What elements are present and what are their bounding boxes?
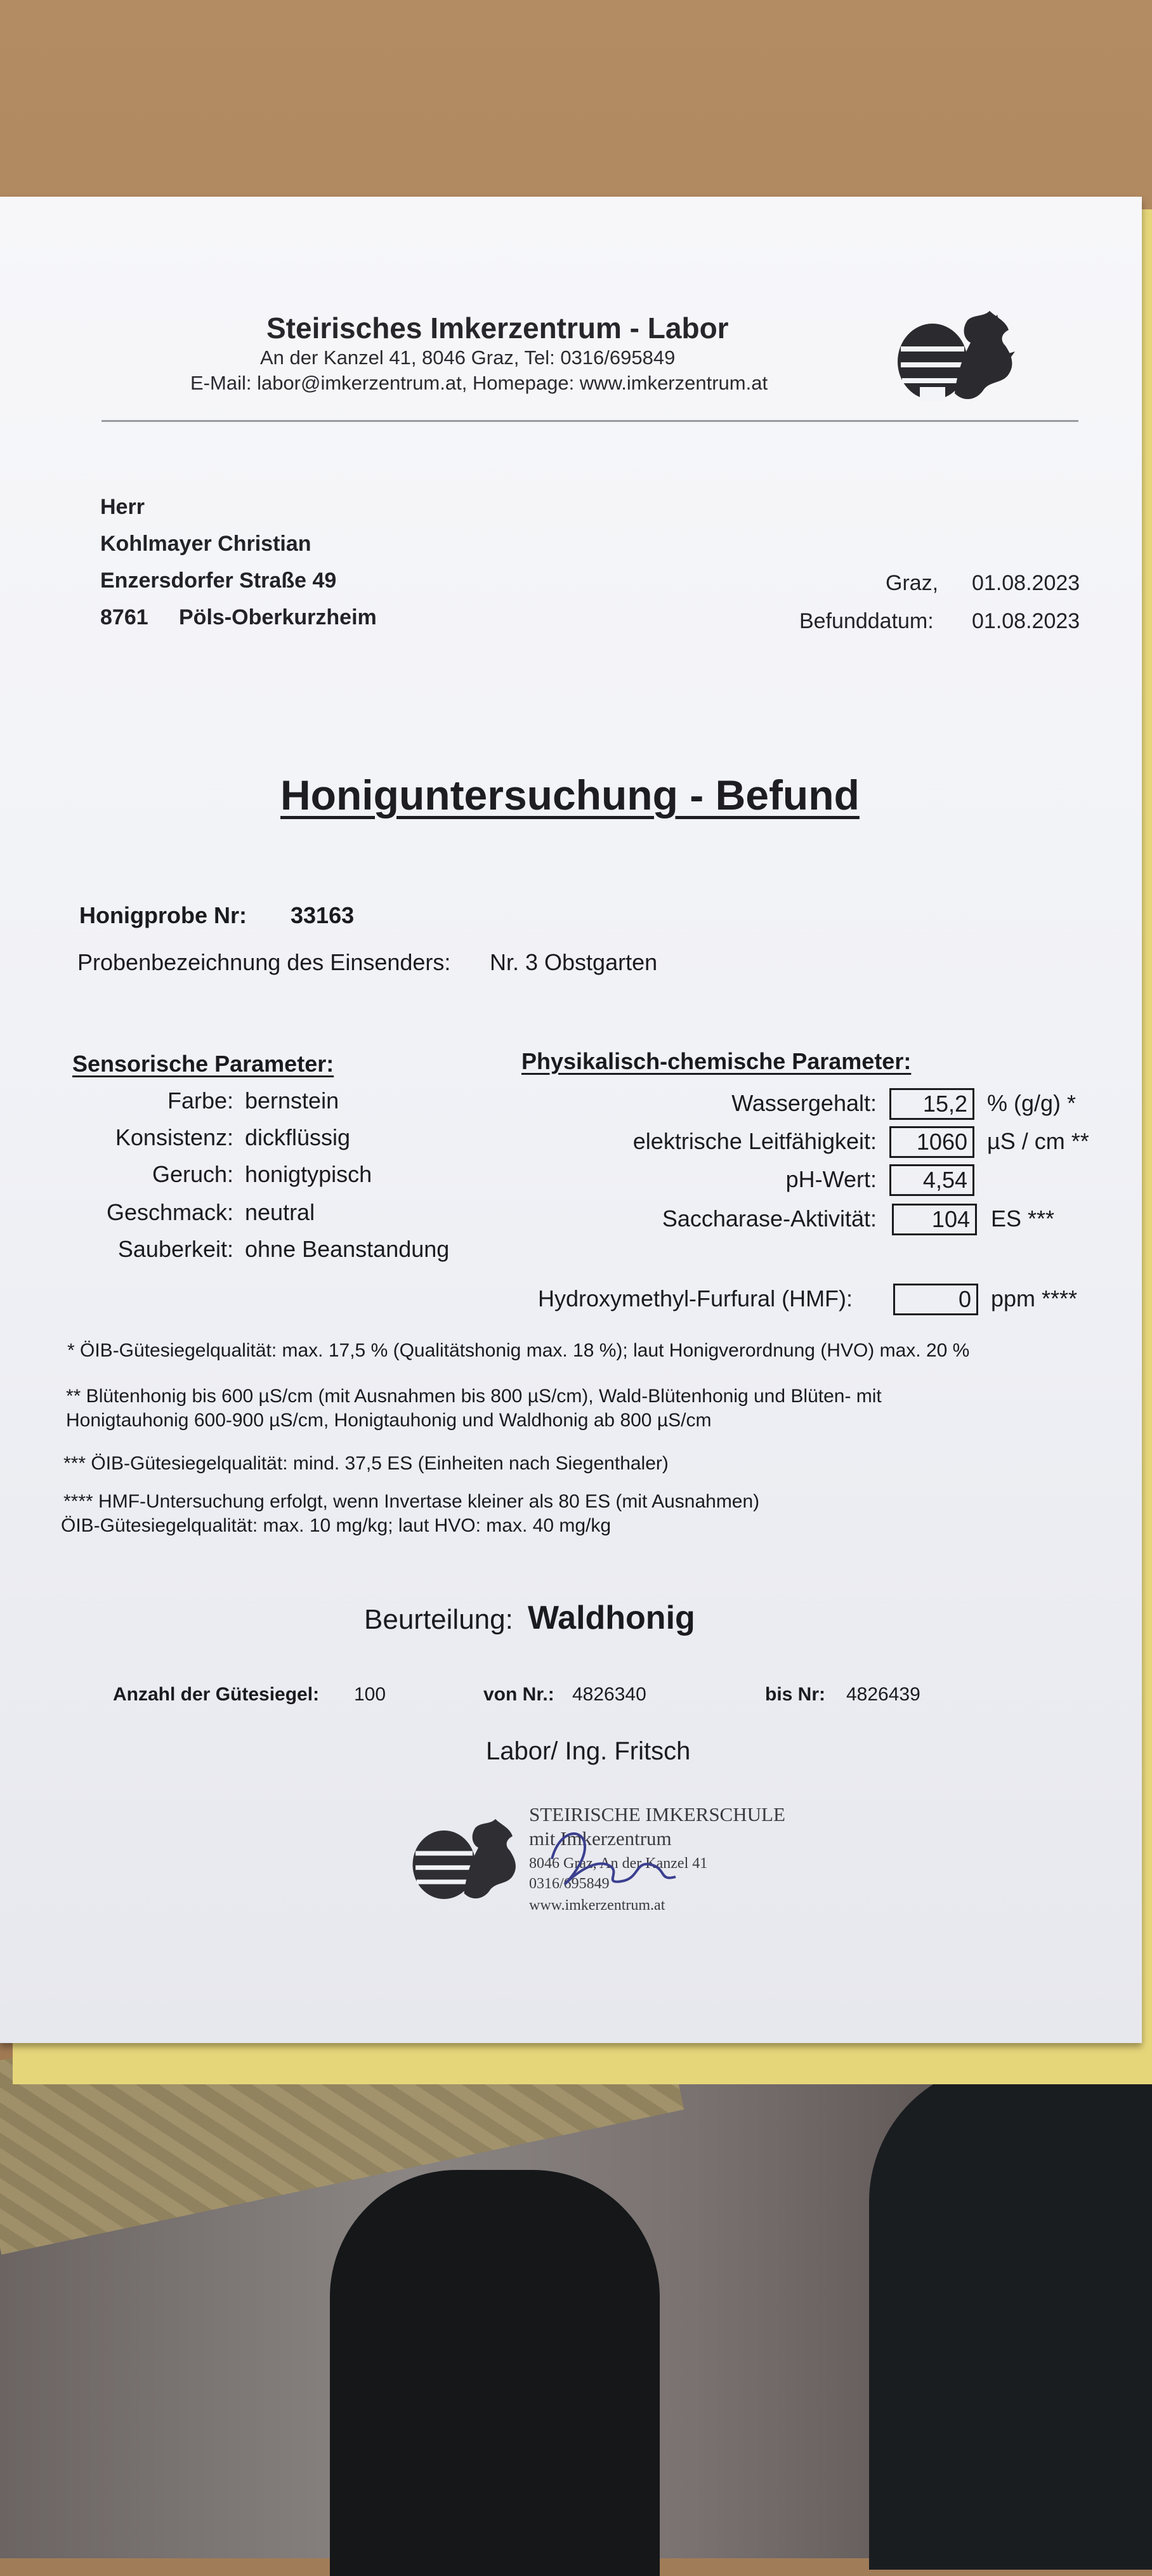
- physchem-label-water: Wassergehalt:: [731, 1090, 877, 1116]
- sensory-label-cleanliness: Sauberkeit:: [117, 1236, 233, 1262]
- sensory-value-cleanliness: ohne Beanstandung: [245, 1236, 450, 1262]
- hmf-label: Hydroxymethyl-Furfural (HMF):: [538, 1285, 853, 1311]
- report-date-label: Befunddatum:: [799, 609, 934, 633]
- footnote-2b: Honigtauhonig 600-900 µS/cm, Honigtauhonig und Waldhonig ab 800 µS/cm: [66, 1410, 712, 1431]
- physchem-label-saccharase: Saccharase-Aktivität:: [662, 1206, 877, 1232]
- physchem-value-saccharase: 104: [892, 1204, 977, 1235]
- sensory-heading: Sensorische Parameter:: [72, 1051, 334, 1077]
- stamp-line-3: 8046 Graz, An der Kanzel 41: [529, 1855, 708, 1872]
- physchem-value-water: 15,2: [889, 1088, 974, 1120]
- lab-signatory: Labor/ Ing. Fritsch: [486, 1737, 691, 1765]
- sensory-value-smell: honigtypisch: [245, 1161, 372, 1187]
- physchem-unit-conductivity: µS / cm **: [987, 1128, 1089, 1154]
- document-title: Honiguntersuchung - Befund: [280, 772, 860, 818]
- verdict-value: Waldhonig: [528, 1600, 695, 1636]
- stamp-line-2: mit Imkerzentrum: [529, 1827, 672, 1850]
- physchem-label-conductivity: elektrische Leitfähigkeit:: [632, 1128, 877, 1154]
- lab-contact: E-Mail: labor@imkerzentrum.at, Homepage: www.imkerzentrum.at: [190, 372, 768, 394]
- footnote-4a: **** HMF-Untersuchung erfolgt, wenn Invertase kleiner als 80 ES (mit Ausnahmen): [63, 1491, 760, 1512]
- stamp-line-4: 0316/695849: [529, 1876, 610, 1892]
- sensory-value-color: bernstein: [245, 1088, 339, 1114]
- sample-number: 33163: [291, 902, 355, 928]
- place-date: 01.08.2023: [972, 571, 1080, 595]
- recipient-name: Kohlmayer Christian: [100, 532, 311, 556]
- hmf-unit: ppm ****: [991, 1285, 1078, 1311]
- physchem-unit-saccharase: ES ***: [991, 1206, 1055, 1232]
- lab-title: Steirisches Imkerzentrum - Labor: [266, 312, 729, 345]
- physchem-unit-water: % (g/g) *: [987, 1090, 1077, 1116]
- place-label: Graz,: [886, 571, 939, 595]
- sensory-value-consistency: dickflüssig: [245, 1124, 351, 1150]
- physchem-value-conductivity: 1060: [889, 1126, 974, 1158]
- stamp-line-1: STEIRISCHE IMKERSCHULE: [529, 1803, 785, 1825]
- verdict-label: Beurteilung:: [364, 1604, 513, 1635]
- report-document: [0, 197, 1142, 2043]
- sensory-label-taste: Geschmack:: [106, 1199, 233, 1225]
- handwritten-signature-icon: [533, 1821, 685, 1897]
- seal-to-label: bis Nr:: [765, 1684, 826, 1705]
- sample-designation: Nr. 3 Obstgarten: [490, 949, 658, 975]
- report-date: 01.08.2023: [972, 609, 1080, 633]
- footnote-4b: ÖIB-Gütesiegelqualität: max. 10 mg/kg; laut HVO: max. 40 mg/kg: [61, 1515, 612, 1536]
- sample-designation-label: Probenbezeichnung des Einsenders:: [77, 949, 451, 975]
- seal-count-label: Anzahl der Gütesiegel:: [113, 1684, 320, 1705]
- sample-number-label: Honigprobe Nr:: [79, 902, 247, 928]
- stamp-line-5: www.imkerzentrum.at: [529, 1897, 665, 1914]
- footnote-3: *** ÖIB-Gütesiegelqualität: mind. 37,5 ES (Einheiten nach Siegenthaler): [63, 1453, 669, 1474]
- sensory-label-consistency: Konsistenz:: [115, 1124, 233, 1150]
- recipient-zip: 8761: [100, 605, 148, 629]
- header-divider: [101, 420, 1078, 422]
- recipient-salutation: Herr: [100, 495, 145, 519]
- seal-count: 100: [354, 1684, 386, 1705]
- footnote-1: * ÖIB-Gütesiegelqualität: max. 17,5 % (Qualitätshonig max. 18 %); laut Honigverordnung (HVO) max. 20 %: [67, 1340, 970, 1361]
- lab-address: An der Kanzel 41, 8046 Graz, Tel: 0316/695849: [260, 346, 676, 369]
- seal-from: 4826340: [572, 1684, 646, 1705]
- sensory-label-color: Farbe:: [167, 1088, 233, 1114]
- physchem-heading: Physikalisch-chemische Parameter:: [521, 1048, 912, 1074]
- recipient-city: Pöls-Oberkurzheim: [179, 605, 377, 629]
- shoe-right: [869, 2062, 1152, 2570]
- recipient-street: Enzersdorfer Straße 49: [100, 568, 337, 593]
- physchem-value-ph: 4,54: [889, 1164, 974, 1196]
- sensory-label-smell: Geruch:: [152, 1161, 233, 1187]
- shoe-left: [330, 2170, 660, 2576]
- physchem-label-ph: pH-Wert:: [785, 1166, 877, 1192]
- stamp-logo-icon: [410, 1808, 524, 1910]
- sensory-value-taste: neutral: [245, 1199, 315, 1225]
- seal-from-label: von Nr.:: [483, 1684, 554, 1705]
- seal-to: 4826439: [846, 1684, 920, 1705]
- lion-beehive-logo-icon: [894, 305, 1021, 406]
- footnote-2a: ** Blütenhonig bis 600 µS/cm (mit Ausnahmen bis 800 µS/cm), Wald-Blütenhonig und Blüten- mit: [66, 1386, 882, 1407]
- hmf-value: 0: [893, 1284, 978, 1315]
